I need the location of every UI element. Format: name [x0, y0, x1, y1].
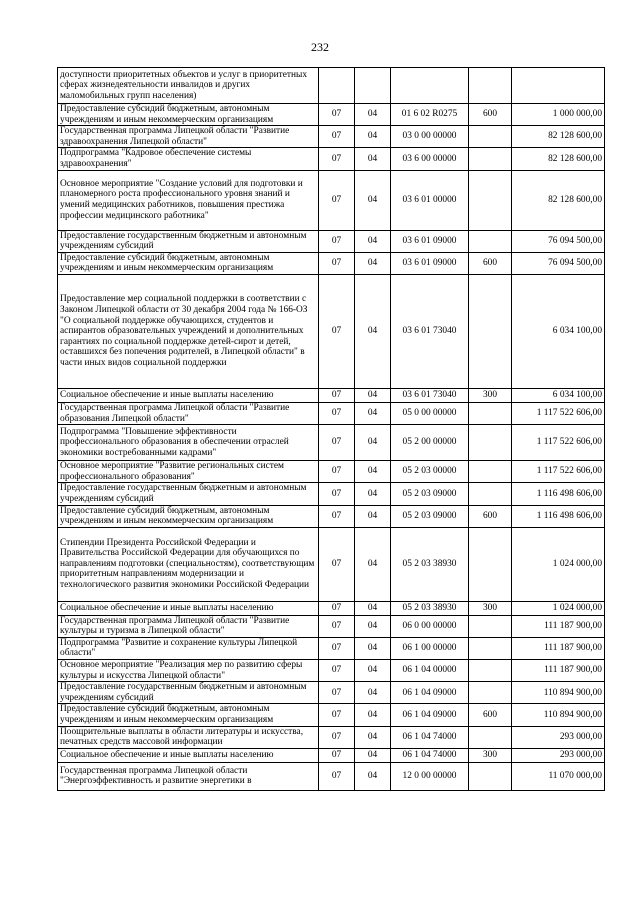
section-cell: 07 — [319, 461, 355, 483]
table-row — [58, 505, 605, 527]
section-cell: 07 — [319, 748, 355, 762]
subsection-cell: 04 — [355, 230, 391, 252]
target-article-cell: 12 0 00 00000 — [391, 762, 469, 790]
row-name-cell: Государственная программа Липецкой области "Развитие образования Липецкой области" — [58, 402, 319, 424]
section-cell: 07 — [319, 660, 355, 682]
expense-type-cell — [469, 274, 512, 388]
target-article-cell: 03 6 01 09000 — [391, 230, 469, 252]
row-name-cell: Предоставление мер социальной поддержки в соответствии с Законом Липецкой области от 30 декабря 2004 года № 166-ОЗ "О социальной поддержке обучающихся, студентов и аспирантов образовательных учреждений и дополнительных гарантиях по социальной поддержке детей-сирот и детей, оставшихся без попечения родителей, в Липецкой области" в части иных видов социальной поддержки — [58, 274, 319, 388]
expense-type-cell — [469, 230, 512, 252]
amount-cell: 110 894 900,00 — [512, 704, 605, 726]
table-row — [58, 230, 605, 252]
table-row — [58, 461, 605, 483]
row-name-cell: Социальное обеспечение и иные выплаты населению — [58, 388, 319, 402]
target-article-cell: 06 1 04 09000 — [391, 682, 469, 704]
target-article-cell: 06 1 04 09000 — [391, 704, 469, 726]
section-cell: 07 — [319, 527, 355, 601]
amount-cell: 76 094 500,00 — [512, 252, 605, 274]
expense-type-cell: 300 — [469, 748, 512, 762]
subsection-cell: 04 — [355, 170, 391, 230]
subsection-cell: 04 — [355, 402, 391, 424]
target-article-cell: 01 6 02 R0275 — [391, 104, 469, 126]
row-name-cell: Основное мероприятие "Развитие региональных систем профессионального образования" — [58, 461, 319, 483]
target-article-cell: 06 1 04 74000 — [391, 748, 469, 762]
amount-cell: 293 000,00 — [512, 748, 605, 762]
section-cell: 07 — [319, 726, 355, 748]
table-row — [58, 682, 605, 704]
expense-type-cell: 600 — [469, 252, 512, 274]
subsection-cell: 04 — [355, 601, 391, 615]
expense-type-cell — [469, 461, 512, 483]
amount-cell: 1 000 000,00 — [512, 104, 605, 126]
target-article-cell: 05 2 00 00000 — [391, 425, 469, 461]
amount-cell: 1 117 522 606,00 — [512, 425, 605, 461]
row-name-cell: доступности приоритетных объектов и услуг в приоритетных сферах жизнедеятельности инвалидов и других маломобильных групп населения) — [58, 68, 319, 104]
table-row — [58, 726, 605, 748]
amount-cell — [512, 68, 605, 104]
section-cell: 07 — [319, 104, 355, 126]
subsection-cell — [355, 68, 391, 104]
target-article-cell: 05 2 03 09000 — [391, 483, 469, 505]
target-article-cell: 03 0 00 00000 — [391, 126, 469, 148]
amount-cell: 111 187 900,00 — [512, 637, 605, 659]
target-article-cell: 05 2 03 38930 — [391, 601, 469, 615]
amount-cell: 1 117 522 606,00 — [512, 402, 605, 424]
subsection-cell: 04 — [355, 660, 391, 682]
table-row — [58, 68, 605, 104]
target-article-cell: 03 6 01 09000 — [391, 252, 469, 274]
target-article-cell: 03 6 01 73040 — [391, 388, 469, 402]
expense-type-cell: 300 — [469, 388, 512, 402]
amount-cell: 1 024 000,00 — [512, 527, 605, 601]
section-cell — [319, 68, 355, 104]
target-article-cell: 03 6 01 73040 — [391, 274, 469, 388]
row-name-cell: Предоставление государственным бюджетным и автономным учреждениям субсидий — [58, 682, 319, 704]
section-cell: 07 — [319, 388, 355, 402]
section-cell: 07 — [319, 230, 355, 252]
amount-cell: 111 187 900,00 — [512, 615, 605, 637]
expense-type-cell — [469, 68, 512, 104]
budget-table-body — [58, 68, 605, 791]
subsection-cell: 04 — [355, 104, 391, 126]
table-row — [58, 104, 605, 126]
section-cell: 07 — [319, 704, 355, 726]
subsection-cell: 04 — [355, 762, 391, 790]
row-name-cell: Социальное обеспечение и иные выплаты населению — [58, 748, 319, 762]
row-name-cell: Основное мероприятие "Создание условий для подготовки и планомерного роста профессионального уровня знаний и умений медицинских работников, повышения престижа профессии медицинского работника" — [58, 170, 319, 230]
table-row — [58, 748, 605, 762]
target-article-cell: 06 1 00 00000 — [391, 637, 469, 659]
section-cell: 07 — [319, 274, 355, 388]
expense-type-cell — [469, 660, 512, 682]
row-name-cell: Предоставление субсидий бюджетным, автономным учреждениям и иным некоммерческим организациям — [58, 252, 319, 274]
subsection-cell: 04 — [355, 461, 391, 483]
section-cell: 07 — [319, 762, 355, 790]
subsection-cell: 04 — [355, 148, 391, 170]
subsection-cell: 04 — [355, 388, 391, 402]
subsection-cell: 04 — [355, 505, 391, 527]
section-cell: 07 — [319, 170, 355, 230]
section-cell: 07 — [319, 505, 355, 527]
target-article-cell: 06 1 04 74000 — [391, 726, 469, 748]
section-cell: 07 — [319, 637, 355, 659]
table-row — [58, 762, 605, 790]
subsection-cell: 04 — [355, 483, 391, 505]
target-article-cell: 05 2 03 00000 — [391, 461, 469, 483]
row-name-cell: Социальное обеспечение и иные выплаты населению — [58, 601, 319, 615]
row-name-cell: Подпрограмма "Повышение эффективности профессионального образования в обеспечении отраслей экономики востребованными кадрами" — [58, 425, 319, 461]
subsection-cell: 04 — [355, 252, 391, 274]
amount-cell: 6 034 100,00 — [512, 274, 605, 388]
target-article-cell: 03 6 01 00000 — [391, 170, 469, 230]
section-cell: 07 — [319, 148, 355, 170]
table-row — [58, 660, 605, 682]
table-row — [58, 527, 605, 601]
amount-cell: 82 128 600,00 — [512, 148, 605, 170]
expense-type-cell — [469, 682, 512, 704]
row-name-cell: Предоставление государственным бюджетным и автономным учреждениям субсидий — [58, 483, 319, 505]
expense-type-cell — [469, 170, 512, 230]
table-row — [58, 402, 605, 424]
section-cell: 07 — [319, 615, 355, 637]
section-cell: 07 — [319, 601, 355, 615]
expense-type-cell: 300 — [469, 601, 512, 615]
row-name-cell: Предоставление государственным бюджетным и автономным учреждениям субсидий — [58, 230, 319, 252]
row-name-cell: Государственная программа Липецкой области "Энергоэффективность и развитие энергетики в — [58, 762, 319, 790]
table-row — [58, 126, 605, 148]
target-article-cell: 06 1 04 00000 — [391, 660, 469, 682]
expense-type-cell — [469, 483, 512, 505]
subsection-cell: 04 — [355, 274, 391, 388]
amount-cell: 82 128 600,00 — [512, 126, 605, 148]
amount-cell: 1 117 522 606,00 — [512, 461, 605, 483]
table-row — [58, 252, 605, 274]
row-name-cell: Подпрограмма "Развитие и сохранение культуры Липецкой области" — [58, 637, 319, 659]
expense-type-cell — [469, 637, 512, 659]
expense-type-cell — [469, 126, 512, 148]
budget-table — [57, 67, 605, 791]
page-number: 232 — [311, 40, 329, 54]
table-row — [58, 425, 605, 461]
subsection-cell: 04 — [355, 748, 391, 762]
subsection-cell: 04 — [355, 726, 391, 748]
row-name-cell: Предоставление субсидий бюджетным, автономным учреждениям и иным некоммерческим организациям — [58, 505, 319, 527]
row-name-cell: Предоставление субсидий бюджетным, автономным учреждениям и иным некоммерческим организациям — [58, 104, 319, 126]
row-name-cell: Государственная программа Липецкой области "Развитие здравоохранения Липецкой области" — [58, 126, 319, 148]
expense-type-cell — [469, 762, 512, 790]
row-name-cell: Подпрограмма "Кадровое обеспечение системы здравоохранения" — [58, 148, 319, 170]
target-article-cell: 05 0 00 00000 — [391, 402, 469, 424]
target-article-cell: 05 2 03 09000 — [391, 505, 469, 527]
target-article-cell: 03 6 00 00000 — [391, 148, 469, 170]
target-article-cell: 05 2 03 38930 — [391, 527, 469, 601]
amount-cell: 76 094 500,00 — [512, 230, 605, 252]
row-name-cell: Поощрительные выплаты в области литературы и искусства, печатных средств массовой информации — [58, 726, 319, 748]
table-row — [58, 637, 605, 659]
row-name-cell: Основное мероприятие "Реализация мер по развитию сферы культуры и искусства Липецкой области" — [58, 660, 319, 682]
row-name-cell: Стипендии Президента Российской Федерации и Правительства Российской Федерации для обучающихся по направлениям подготовки (специальностям), соответствующим приоритетным направлениям модернизации и технологического развития экономики Российской Федерации — [58, 527, 319, 601]
subsection-cell: 04 — [355, 682, 391, 704]
expense-type-cell — [469, 615, 512, 637]
expense-type-cell — [469, 148, 512, 170]
table-row — [58, 274, 605, 388]
table-row — [58, 148, 605, 170]
table-row — [58, 601, 605, 615]
expense-type-cell — [469, 527, 512, 601]
target-article-cell: 06 0 00 00000 — [391, 615, 469, 637]
expense-type-cell: 600 — [469, 104, 512, 126]
expense-type-cell — [469, 726, 512, 748]
amount-cell: 293 000,00 — [512, 726, 605, 748]
amount-cell: 110 894 900,00 — [512, 682, 605, 704]
expense-type-cell — [469, 425, 512, 461]
amount-cell: 1 116 498 606,00 — [512, 483, 605, 505]
section-cell: 07 — [319, 126, 355, 148]
subsection-cell: 04 — [355, 527, 391, 601]
section-cell: 07 — [319, 483, 355, 505]
section-cell: 07 — [319, 402, 355, 424]
table-row — [58, 388, 605, 402]
section-cell: 07 — [319, 682, 355, 704]
amount-cell: 82 128 600,00 — [512, 170, 605, 230]
subsection-cell: 04 — [355, 615, 391, 637]
row-name-cell: Государственная программа Липецкой области "Развитие культуры и туризма в Липецкой области" — [58, 615, 319, 637]
expense-type-cell: 600 — [469, 704, 512, 726]
amount-cell: 111 187 900,00 — [512, 660, 605, 682]
expense-type-cell — [469, 402, 512, 424]
expense-type-cell: 600 — [469, 505, 512, 527]
section-cell: 07 — [319, 425, 355, 461]
table-row — [58, 483, 605, 505]
amount-cell: 11 070 000,00 — [512, 762, 605, 790]
table-row — [58, 170, 605, 230]
section-cell: 07 — [319, 252, 355, 274]
table-row — [58, 615, 605, 637]
subsection-cell: 04 — [355, 425, 391, 461]
row-name-cell: Предоставление субсидий бюджетным, автономным учреждениям и иным некоммерческим организациям — [58, 704, 319, 726]
subsection-cell: 04 — [355, 126, 391, 148]
amount-cell: 6 034 100,00 — [512, 388, 605, 402]
subsection-cell: 04 — [355, 637, 391, 659]
table-row — [58, 704, 605, 726]
subsection-cell: 04 — [355, 704, 391, 726]
target-article-cell — [391, 68, 469, 104]
amount-cell: 1 024 000,00 — [512, 601, 605, 615]
amount-cell: 1 116 498 606,00 — [512, 505, 605, 527]
